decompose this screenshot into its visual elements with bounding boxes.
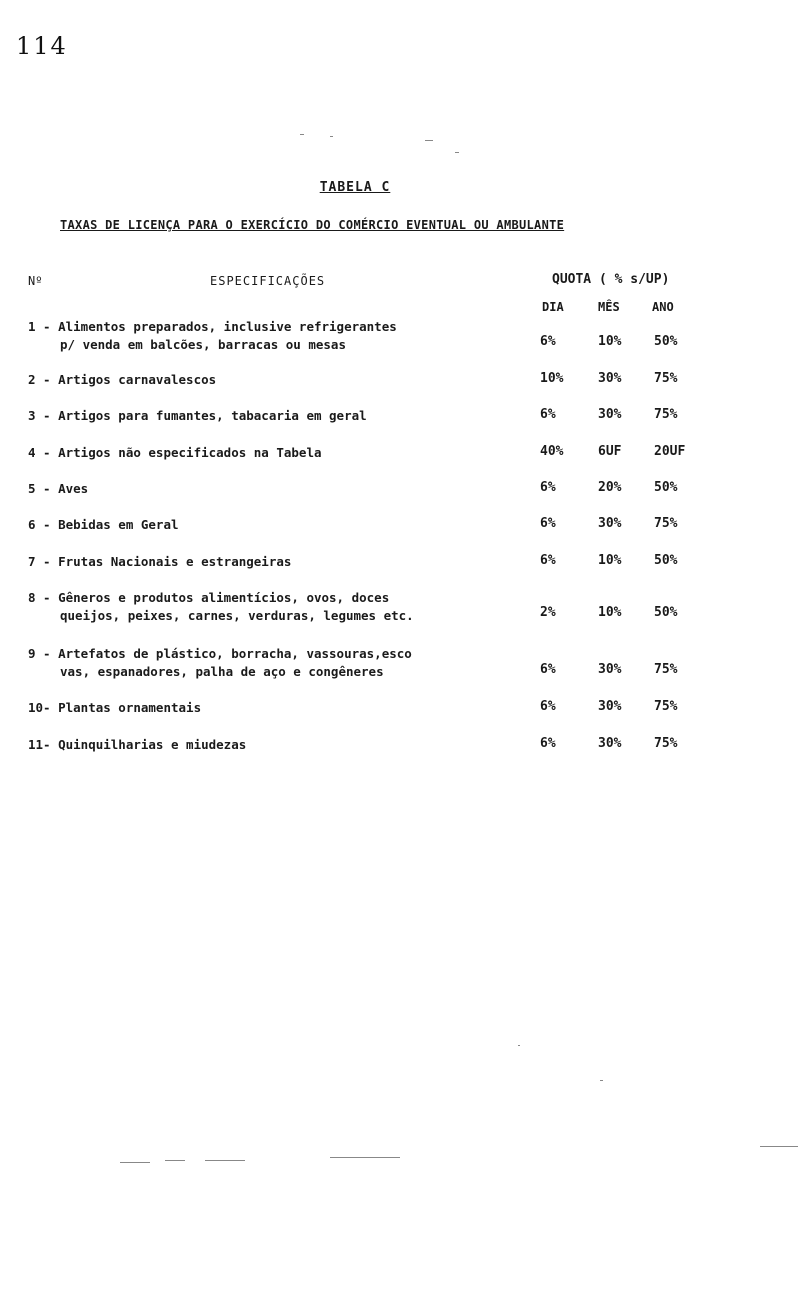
ano-cell: 75%: [654, 407, 678, 422]
row-line-2: p/ venda em balcões, barracas ou mesas: [60, 337, 346, 352]
scan-speck: [300, 134, 304, 135]
row-line-1: 9 - Artefatos de plástico, borracha, vassouras,esco: [28, 646, 412, 661]
row-line-1: 6 - Bebidas em Geral: [28, 517, 179, 532]
scan-speck: [120, 1162, 150, 1163]
scan-speck: [455, 152, 459, 153]
ano-cell: 50%: [654, 553, 678, 568]
dia-cell: 6%: [540, 553, 556, 568]
ano-cell: 50%: [654, 334, 678, 349]
ano-cell: 75%: [654, 516, 678, 531]
row-line-1: 1 - Alimentos preparados, inclusive refrigerantes: [28, 319, 397, 334]
scan-speck: [425, 140, 433, 141]
ano-cell: 75%: [654, 736, 678, 751]
ano-cell: 75%: [654, 371, 678, 386]
row-specification: [28, 371, 216, 389]
row-specification: [28, 407, 367, 425]
scan-speck: [330, 136, 333, 137]
number-column-header: Nº: [28, 274, 43, 288]
mes-cell: 30%: [598, 662, 622, 677]
row-line-1: 10- Plantas ornamentais: [28, 700, 202, 715]
dia-cell: 40%: [540, 444, 564, 459]
scan-speck: [518, 1045, 520, 1046]
mes-cell: 10%: [598, 605, 622, 620]
dia-column-header: DIA: [542, 300, 564, 314]
dia-cell: 6%: [540, 662, 556, 677]
row-specification: [28, 444, 322, 462]
row-line-1: 3 - Artigos para fumantes, tabacaria em geral: [28, 408, 367, 423]
mes-cell: 30%: [598, 699, 622, 714]
row-line-1: 7 - Frutas Nacionais e estrangeiras: [28, 554, 292, 569]
row-line-2: queijos, peixes, carnes, verduras, legumes etc.: [60, 608, 414, 623]
page-number: 114: [16, 32, 68, 60]
table-subtitle: TAXAS DE LICENÇA PARA O EXERCÍCIO DO COMÉRCIO EVENTUAL OU AMBULANTE: [60, 218, 565, 232]
mes-cell: 20%: [598, 480, 622, 495]
dia-cell: 6%: [540, 334, 556, 349]
ano-cell: 20UF: [654, 444, 686, 459]
mes-cell: 30%: [598, 736, 622, 751]
scan-speck: [165, 1160, 185, 1161]
mes-cell: 30%: [598, 407, 622, 422]
mes-cell: 30%: [598, 516, 622, 531]
mes-cell: 30%: [598, 371, 622, 386]
ano-cell: 75%: [654, 662, 678, 677]
row-line-1: 5 - Aves: [28, 481, 89, 496]
row-specification: [28, 516, 179, 534]
row-line-1: 2 - Artigos carnavalescos: [28, 372, 217, 387]
scan-speck: [600, 1080, 603, 1081]
scan-speck: [205, 1160, 245, 1161]
scan-speck: [760, 1146, 798, 1147]
ano-cell: 75%: [654, 699, 678, 714]
mes-cell: 10%: [598, 553, 622, 568]
row-specification: [28, 589, 414, 625]
mes-cell: 10%: [598, 334, 622, 349]
row-line-1: 4 - Artigos não especificados na Tabela: [28, 445, 322, 460]
row-line-1: 8 - Gêneros e produtos alimentícios, ovos, doces: [28, 590, 390, 605]
ano-column-header: ANO: [652, 300, 674, 314]
dia-cell: 10%: [540, 371, 564, 386]
dia-cell: 6%: [540, 516, 556, 531]
row-line-1: 11- Quinquilharias e miudezas: [28, 737, 247, 752]
mes-cell: 6UF: [598, 444, 622, 459]
scan-speck: [330, 1157, 400, 1158]
dia-cell: 2%: [540, 605, 556, 620]
row-specification: [28, 736, 246, 754]
table-title: TABELA C: [319, 180, 391, 195]
quota-column-header: QUOTA ( % s/UP): [552, 272, 670, 287]
dia-cell: 6%: [540, 480, 556, 495]
row-specification: [28, 699, 201, 717]
dia-cell: 6%: [540, 699, 556, 714]
dia-cell: 6%: [540, 407, 556, 422]
row-specification: [28, 645, 412, 681]
dia-cell: 6%: [540, 736, 556, 751]
row-specification: [28, 318, 397, 354]
row-specification: [28, 553, 291, 571]
row-specification: [28, 480, 88, 498]
specification-column-header: ESPECIFICAÇÕES: [210, 274, 326, 288]
row-line-2: vas, espanadores, palha de aço e congêneres: [60, 664, 384, 679]
ano-cell: 50%: [654, 605, 678, 620]
ano-cell: 50%: [654, 480, 678, 495]
mes-column-header: MÊS: [598, 300, 620, 314]
